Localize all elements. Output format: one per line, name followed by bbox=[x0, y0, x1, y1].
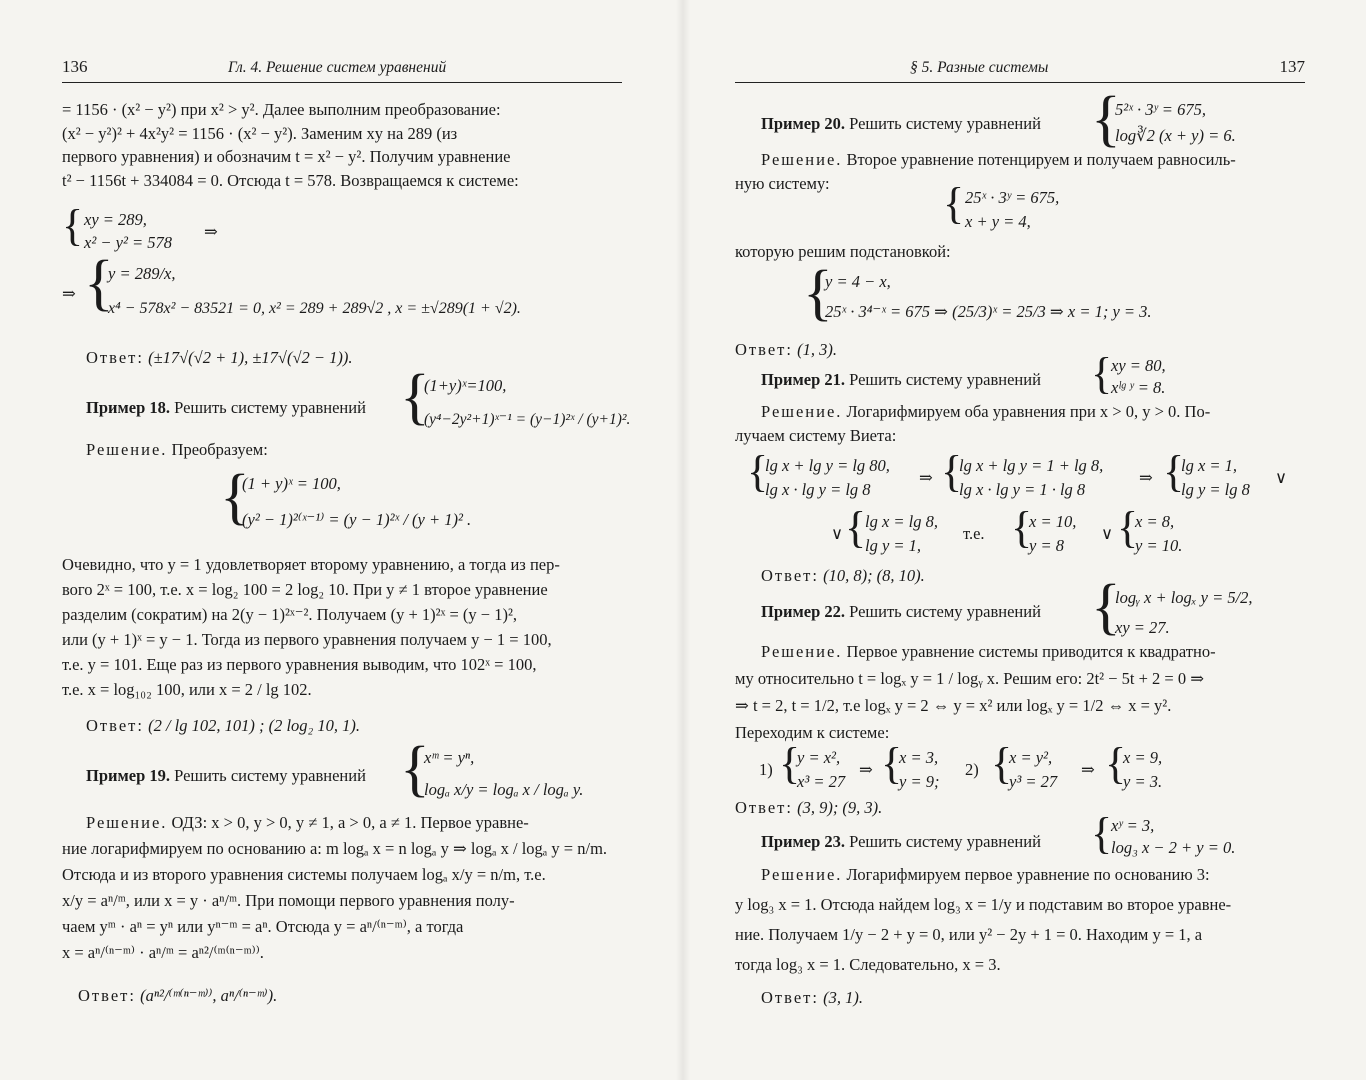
text-line: или (y + 1)ˣ = y − 1. Тогда из первого уравнения получаем y − 1 = 100, bbox=[62, 630, 552, 649]
example-21-heading bbox=[761, 368, 1041, 392]
equation: lg x = lg 8, bbox=[865, 512, 939, 531]
equation: xy = 27. bbox=[1115, 618, 1170, 637]
right-paragraph-3 bbox=[735, 400, 1210, 447]
equation: xᵐ = yⁿ, bbox=[424, 748, 475, 767]
or-symbol: ∨ bbox=[1101, 524, 1114, 543]
example-23-heading bbox=[761, 830, 1041, 854]
equation: y = 8 bbox=[1029, 536, 1064, 555]
equation: x² − y² = 578 bbox=[84, 233, 173, 252]
answer-21 bbox=[761, 564, 925, 588]
equation: x = 3, bbox=[899, 748, 939, 767]
left-paragraph-2 bbox=[62, 552, 560, 702]
text-line: Первое уравнение системы приводится к квадратно- bbox=[846, 642, 1216, 661]
brace: { bbox=[991, 739, 1013, 788]
text-line: т.е. y = 101. Еще раз из первого уравнения выводим, что 102ˣ = 100, bbox=[62, 655, 537, 674]
solution-text: Преобразуем: bbox=[171, 440, 268, 459]
example-22-heading bbox=[761, 600, 1041, 624]
text-line: Логарифмируем оба уравнения при x > 0, y > 0. По- bbox=[846, 402, 1211, 421]
brace: { bbox=[941, 447, 963, 496]
answer-value: (±17√(√2 + 1), ±17√(√2 − 1)). bbox=[148, 348, 353, 367]
brace: { bbox=[84, 249, 114, 317]
text-line: ⇒ t = 2, t = 1/2, т.е logₓ y = 2 ⇔ y = x² или logₓ y = 1/2 ⇔ x = y². bbox=[735, 696, 1172, 715]
brace: { bbox=[1011, 503, 1033, 552]
implies-symbol: ⇒ bbox=[859, 760, 873, 779]
brace: { bbox=[1105, 739, 1127, 788]
brace: { bbox=[400, 735, 430, 803]
brace: { bbox=[62, 201, 84, 250]
right-page bbox=[683, 0, 1366, 1080]
example-text: Решить систему уравнений bbox=[849, 832, 1041, 851]
answer-19 bbox=[78, 984, 277, 1008]
equation: y = 289/x, bbox=[108, 264, 176, 283]
equation: 25ˣ · 3ʸ = 675, bbox=[965, 188, 1060, 207]
answer-value: (aⁿ²/⁽ᵐ⁽ⁿ⁻ᵐ⁾⁾, aⁿ/⁽ⁿ⁻ᵐ⁾). bbox=[140, 986, 278, 1005]
solution-label: Решение. bbox=[86, 440, 168, 459]
equation: x = 8, bbox=[1135, 512, 1175, 531]
text-line: ние. Получаем 1/y − 2 + y = 0, или y² − 2y + 1 = 0. Находим y = 1, а bbox=[735, 925, 1203, 944]
answer-block bbox=[86, 346, 353, 370]
right-page-number: 137 bbox=[1279, 57, 1305, 76]
implies-symbol: ⇒ bbox=[62, 284, 76, 303]
brace: { bbox=[881, 739, 903, 788]
implies-symbol: ⇒ bbox=[919, 468, 933, 487]
left-page-number: 136 bbox=[62, 57, 88, 76]
text-line: Логарифмируем первое уравнение по основанию 3: bbox=[846, 865, 1210, 884]
example-text: Решить систему уравнений bbox=[174, 766, 366, 785]
equation: lg y = 1, bbox=[865, 536, 922, 555]
equation: xˡᵍ ʸ = 8. bbox=[1111, 378, 1166, 397]
equation: xy = 289, bbox=[84, 210, 147, 229]
equation: (1+y)ˣ=100, bbox=[424, 376, 507, 395]
brace: { bbox=[1091, 85, 1121, 153]
text-line: ние логарифмируем по основанию a: m logₐ x = n logₐ y ⇒ logₐ x / logₐ y = n/m. bbox=[62, 839, 608, 858]
answer-22 bbox=[735, 796, 882, 820]
equation: x = y², bbox=[1009, 748, 1053, 767]
text-line: вого 2ˣ = 100, т.е. x = log₂ 100 = 2 log₂ 10. При y ≠ 1 второе уравнение bbox=[62, 580, 548, 599]
equation: y = 4 − x, bbox=[825, 272, 891, 291]
equation: y = 3. bbox=[1123, 772, 1163, 791]
text-line: тогда log₃ x = 1. Следовательно, x = 3. bbox=[735, 955, 1001, 974]
equation: lg x · lg y = lg 8 bbox=[765, 480, 871, 499]
case-number: 2) bbox=[965, 760, 979, 779]
solution-label: Решение. bbox=[86, 813, 168, 832]
solution-label: Решение. bbox=[761, 402, 843, 421]
brace: { bbox=[1091, 349, 1113, 398]
equation: y = 10. bbox=[1135, 536, 1183, 555]
brace: { bbox=[1091, 573, 1121, 641]
left-running-head bbox=[62, 56, 622, 83]
text-line: Второе уравнение потенцируем и получаем равносиль- bbox=[846, 150, 1236, 169]
text-line: ОДЗ: x > 0, y > 0, y ≠ 1, a > 0, a ≠ 1. Первое уравне- bbox=[171, 813, 529, 832]
example-18-heading bbox=[86, 396, 366, 420]
example-label: Пример 21. bbox=[761, 370, 846, 389]
implies-symbol: ⇒ bbox=[204, 222, 218, 241]
text-line: x = aⁿ/⁽ⁿ⁻ᵐ⁾ · aⁿ/ᵐ = aⁿ²/⁽ᵐ⁽ⁿ⁻ᵐ⁾⁾. bbox=[62, 943, 264, 962]
answer-value: (3, 1). bbox=[823, 988, 863, 1007]
brace: { bbox=[1163, 447, 1185, 496]
brace: { bbox=[943, 179, 965, 228]
text-line: му относительно t = logₓ y = 1 / logᵧ x. Решим его: 2t² − 5t + 2 = 0 ⇒ bbox=[735, 669, 1205, 688]
equation: lg x + lg y = 1 + lg 8, bbox=[959, 456, 1104, 475]
implies-symbol: ⇒ bbox=[1139, 468, 1153, 487]
left-running-title: Гл. 4. Решение систем уравнений bbox=[228, 59, 447, 76]
equation: logₐ x/y = logₐ x / logₐ y. bbox=[424, 780, 584, 799]
brace: { bbox=[220, 463, 250, 531]
answer-23 bbox=[761, 986, 863, 1010]
example-text: Решить систему уравнений bbox=[849, 602, 1041, 621]
brace: { bbox=[747, 447, 769, 496]
case-number: 1) bbox=[759, 760, 773, 779]
text-line: Очевидно, что y = 1 удовлетворяет второму уравнению, а тогда из пер- bbox=[62, 555, 560, 574]
text-line: лучаем систему Виета: bbox=[735, 425, 897, 445]
equation: lg x · lg y = 1 · lg 8 bbox=[959, 480, 1086, 499]
equation: y = 9; bbox=[899, 772, 940, 791]
text-line: y log₃ x = 1. Отсюда найдем log₃ x = 1/y и подставим во второе уравне- bbox=[735, 895, 1232, 914]
right-paragraph-4 bbox=[735, 638, 1216, 746]
equation: x⁴ − 578x² − 83521 = 0, x² = 289 + 289√2 , x = ±√289(1 + √2). bbox=[108, 300, 521, 317]
equation: y = x², bbox=[797, 748, 841, 767]
right-running-head bbox=[735, 56, 1305, 83]
equation: (y⁴−2y²+1)ˣ⁻¹ = (y−1)²ˣ / (y+1)². bbox=[424, 411, 631, 428]
equation: xy = 80, bbox=[1111, 356, 1166, 375]
text-line: = 1156 · (x² − y²) при x² > y². Далее выполним преобразование: bbox=[62, 100, 501, 119]
example-20-heading bbox=[761, 112, 1041, 136]
text-line: ную систему: bbox=[735, 173, 830, 193]
text-line: x/y = aⁿ/ᵐ, или x = y · aⁿ/ᵐ. При помощи первого уравнения полу- bbox=[62, 891, 515, 910]
solution-18-intro bbox=[86, 438, 268, 462]
right-running-title: § 5. Разные системы bbox=[910, 59, 1049, 76]
example-label: Пример 20. bbox=[761, 114, 846, 133]
equation: xʸ = 3, bbox=[1111, 816, 1155, 835]
example-label: Пример 19. bbox=[86, 766, 171, 785]
brace: { bbox=[845, 503, 867, 552]
right-paragraph-5 bbox=[735, 860, 1231, 980]
brace: { bbox=[803, 259, 833, 327]
text-line: первого уравнения) и обозначим t = x² − y². Получим уравнение bbox=[62, 147, 511, 166]
solution-label: Решение. bbox=[761, 865, 843, 884]
equation: y³ = 27 bbox=[1009, 772, 1058, 791]
equation: logᵧ x + logₓ y = 5/2, bbox=[1115, 588, 1253, 607]
answer-label: Ответ: bbox=[761, 988, 819, 1007]
solution-label: Решение. bbox=[761, 150, 843, 169]
equation: (1 + y)ˣ = 100, bbox=[242, 474, 341, 493]
equation: lg y = lg 8 bbox=[1181, 480, 1250, 499]
answer-value: (10, 8); (8, 10). bbox=[823, 566, 925, 585]
answer-label: Ответ: bbox=[761, 566, 819, 585]
equation: lg x = 1, bbox=[1181, 456, 1238, 475]
answer-label: Ответ: bbox=[86, 716, 144, 735]
example-label: Пример 18. bbox=[86, 398, 171, 417]
example-label: Пример 23. bbox=[761, 832, 846, 851]
equation: lg x + lg y = lg 80, bbox=[765, 456, 890, 475]
or-symbol: ∨ bbox=[1275, 468, 1288, 487]
answer-value: (1, 3). bbox=[797, 340, 837, 359]
answer-label: Ответ: bbox=[86, 348, 144, 367]
brace: { bbox=[400, 363, 430, 431]
text-line: Переходим к системе: bbox=[735, 723, 890, 742]
equation: log₃ x − 2 + y = 0. bbox=[1111, 838, 1236, 857]
solution-label: Решение. bbox=[761, 642, 843, 661]
answer-value: (3, 9); (9, 3). bbox=[797, 798, 883, 817]
equation: x³ = 27 bbox=[797, 772, 846, 791]
text-line: (x² − y²)² + 4x²y² = 1156 · (x² − y²). Заменим xy на 289 (из bbox=[62, 123, 458, 143]
example-text: Решить систему уравнений bbox=[849, 370, 1041, 389]
text-line: t² − 1156t + 334084 = 0. Отсюда t = 578. Возвращаемся к системе: bbox=[62, 170, 519, 190]
example-text: Решить систему уравнений bbox=[174, 398, 366, 417]
brace: { bbox=[779, 739, 801, 788]
equation: x = 9, bbox=[1123, 748, 1163, 767]
answer-18 bbox=[86, 714, 360, 738]
right-paragraph-2: которую решим подстановкой: bbox=[735, 242, 951, 261]
left-paragraph-3 bbox=[62, 810, 607, 966]
answer-value: (2 / lg 102, 101) ; (2 log₂ 10, 1). bbox=[148, 716, 361, 735]
equation: log∛2 (x + y) = 6. bbox=[1115, 126, 1236, 145]
answer-20 bbox=[735, 338, 837, 362]
text-line: т.е. x = log₁₀₂ 100, или x = 2 / lg 102. bbox=[62, 680, 312, 699]
answer-label: Ответ: bbox=[78, 986, 136, 1005]
or-symbol: ∨ bbox=[831, 524, 844, 543]
brace: { bbox=[1091, 809, 1113, 858]
equation: 5²ˣ · 3ʸ = 675, bbox=[1115, 100, 1206, 119]
text-line: Отсюда и из второго уравнения системы получаем logₐ x/y = n/m, т.е. bbox=[62, 865, 546, 884]
text-line: разделим (сократим) на 2(y − 1)²ˣ⁻². Получаем (y + 1)²ˣ = (y − 1)², bbox=[62, 605, 518, 624]
answer-label: Ответ: bbox=[735, 340, 793, 359]
implies-symbol: ⇒ bbox=[1081, 760, 1095, 779]
equation: x = 10, bbox=[1029, 512, 1077, 531]
left-paragraph-1 bbox=[62, 98, 519, 192]
example-label: Пример 22. bbox=[761, 602, 846, 621]
answer-label: Ответ: bbox=[735, 798, 793, 817]
equation: x + y = 4, bbox=[965, 212, 1031, 231]
example-19-heading bbox=[86, 764, 366, 788]
brace: { bbox=[1117, 503, 1139, 552]
equation: 25ˣ · 3⁴⁻ˣ = 675 ⇒ (25/3)ˣ = 25/3 ⇒ x = 1; y = 3. bbox=[825, 302, 1152, 321]
equation: (y² − 1)²⁽ˣ⁻¹⁾ = (y − 1)²ˣ / (y + 1)² . bbox=[242, 510, 472, 529]
te-text: т.е. bbox=[963, 524, 985, 543]
text-line: чаем yᵐ · aⁿ = yⁿ или yⁿ⁻ᵐ = aⁿ. Отсюда y = aⁿ/⁽ⁿ⁻ᵐ⁾, а тогда bbox=[62, 917, 464, 936]
example-text: Решить систему уравнений bbox=[849, 114, 1041, 133]
